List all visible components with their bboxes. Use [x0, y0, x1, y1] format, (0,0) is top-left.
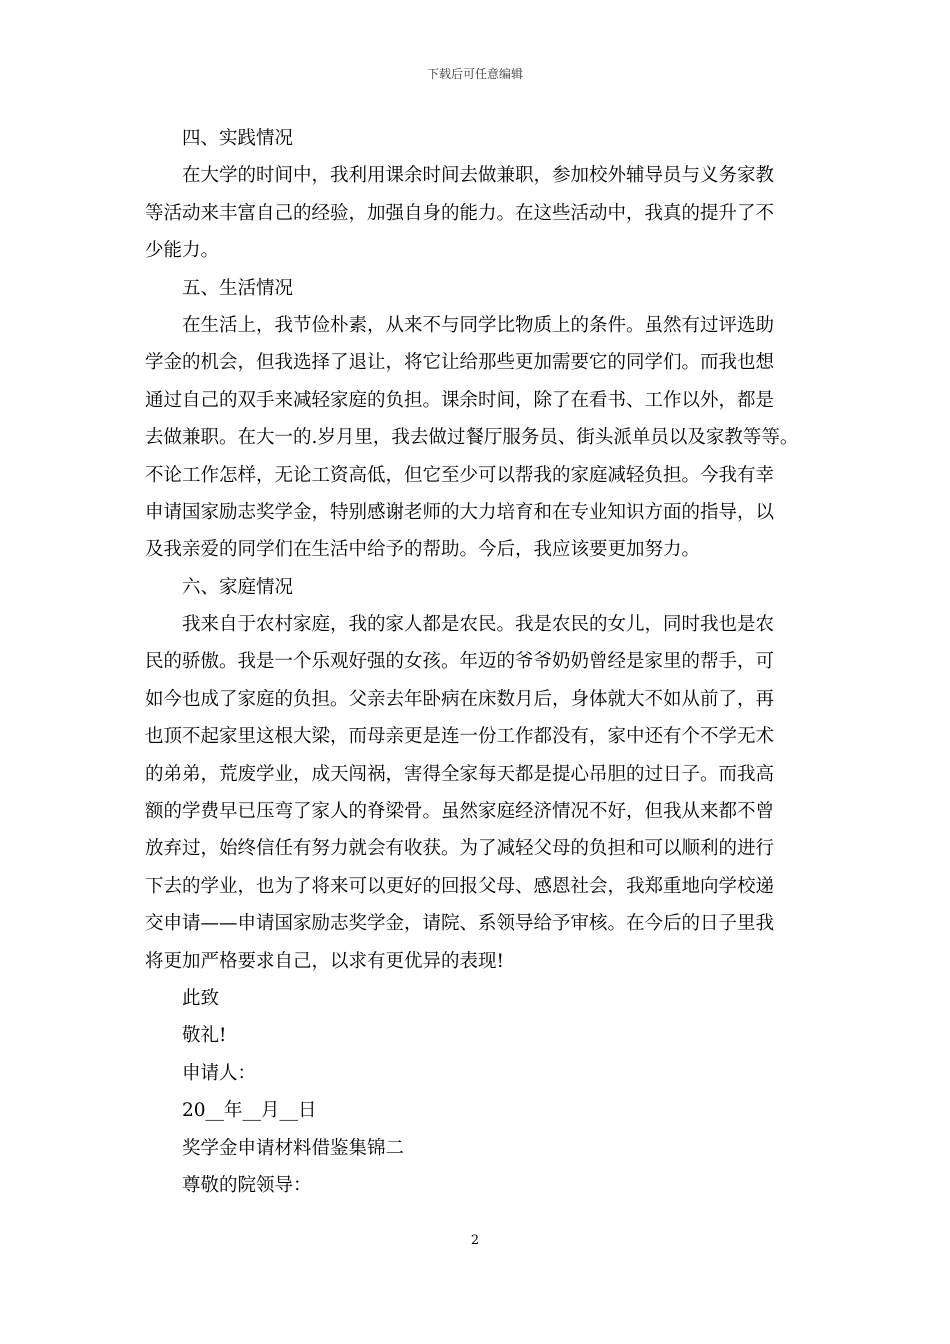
section-heading-practice: 四、实践情况	[182, 128, 294, 149]
paragraph-line: 少能力。	[145, 240, 220, 262]
document-subtitle: 奖学金申请材料借鉴集锦二	[182, 1137, 405, 1159]
paragraph-line: 额的学费早已压弯了家人的脊梁骨。虽然家庭经济情况不好，但我从来都不曾	[145, 801, 775, 823]
section-heading-life: 五、生活情况	[182, 277, 294, 299]
section-heading-family: 六、家庭情况	[182, 576, 294, 598]
applicant-label: 申请人：	[182, 1062, 257, 1084]
paragraph-line: 如今也成了家庭的负担。父亲去年卧病在床数月后，身体就大不如从前了，再	[145, 688, 775, 710]
page-number: 2	[470, 1233, 480, 1248]
paragraph-line: 等活动来丰富自己的经验，加强自身的能力。在这些活动中，我真的提升了不	[145, 202, 775, 224]
paragraph-line: 交申请——申请国家励志奖学金，请院、系领导给予审核。在今后的日子里我	[145, 913, 775, 935]
date-line: 20__年__月__日	[182, 1100, 317, 1122]
paragraph-line: 及我亲爱的同学们在生活中给予的帮助。今后，我应该要更加努力。	[145, 539, 701, 561]
closing-salutation: 此致	[182, 987, 220, 1009]
paragraph-line: 下去的学业，也为了将来可以更好的回报父母、感恩社会，我郑重地向学校递	[145, 875, 775, 897]
paragraph-line: 民的骄傲。我是一个乐观好强的女孩。年迈的爷爷奶奶曾经是家里的帮手，可	[145, 651, 775, 673]
greeting-line: 尊敬的院领导：	[182, 1174, 312, 1196]
paragraph-line: 将更加严格要求自己，以求有更优异的表现!	[145, 950, 504, 972]
paragraph-line: 不论工作怎样，无论工资高低，但它至少可以帮我的家庭减轻负担。今我有幸	[145, 464, 775, 486]
paragraph-line: 也顶不起家里这根大梁，而母亲更是连一份工作都没有，家中还有个不学无术	[145, 726, 775, 748]
paragraph-line: 学金的机会，但我选择了退让，将它让给那些更加需要它的同学们。而我也想	[145, 352, 775, 374]
paragraph-line: 我来自于农村家庭，我的家人都是农民。我是农民的女儿，同时我也是农	[182, 614, 775, 636]
paragraph-line: 通过自己的双手来减轻家庭的负担。课余时间，除了在看书、工作以外，都是	[145, 389, 775, 411]
paragraph-line: 去做兼职。在大一的.岁月里，我去做过餐厅服务员、街头派单员以及家教等等。	[145, 427, 799, 449]
paragraph-line: 放弃过，始终信任有努力就会有收获。为了减轻父母的负担和可以顺利的进行	[145, 838, 775, 860]
paragraph-line: 在生活上，我节俭朴素，从来不与同学比物质上的条件。虽然有过评选助	[182, 314, 775, 336]
paragraph-line: 申请国家励志奖学金，特别感谢老师的大力培育和在专业知识方面的指导，以	[145, 501, 775, 523]
paragraph-line: 在大学的时间中，我利用课余时间去做兼职，参加校外辅导员与义务家教	[182, 165, 775, 187]
document-body	[145, 120, 809, 1204]
closing-regards: 敬礼!	[182, 1025, 227, 1047]
paragraph-line: 的弟弟，荒废学业，成天闯祸，害得全家每天都是提心吊胆的过日子。而我高	[145, 763, 775, 785]
page-header: 下载后可任意编辑	[426, 67, 523, 81]
